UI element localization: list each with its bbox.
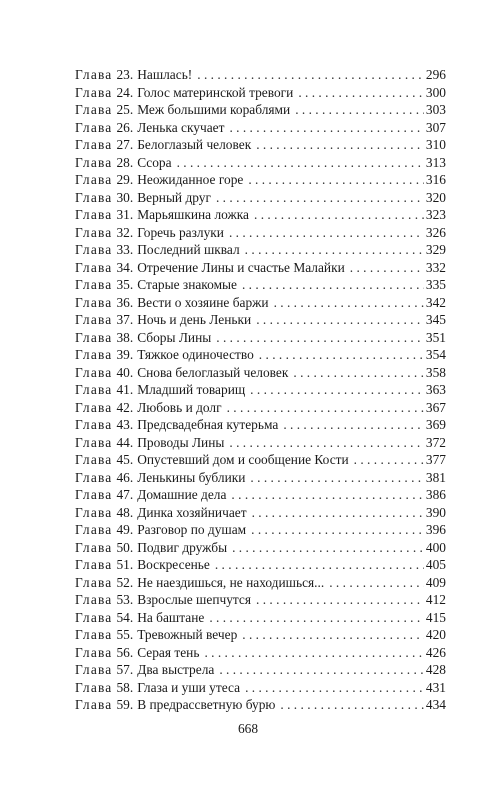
chapter-number: 50. (116, 539, 134, 555)
chapter-label: Глава (75, 67, 113, 82)
page-number: 329 (425, 242, 446, 257)
page-number: 409 (425, 574, 446, 590)
chapter-number: 34. (116, 259, 134, 275)
chapter-number: 30. (116, 189, 134, 205)
dot-leader (329, 574, 424, 592)
chapter-label: Глава (75, 417, 113, 432)
toc-entry (75, 504, 446, 522)
toc-entry (75, 189, 446, 207)
chapter-title: Белоглазый человек (137, 137, 252, 152)
chapter-label: Глава (75, 469, 113, 485)
toc-entry (75, 381, 446, 399)
chapter-title: Предсвадебная кутерьма (137, 417, 279, 432)
chapter-title: Взрослые шепчутся (137, 592, 252, 607)
chapter-title: Домашние дела (137, 487, 227, 502)
chapter-label: Глава (75, 119, 113, 135)
page-number: 300 (425, 84, 446, 100)
chapter-label: Глава (75, 154, 113, 170)
toc-entry (75, 434, 446, 452)
chapter-label: Глава (75, 259, 113, 275)
toc-entry (75, 679, 446, 697)
chapter-label: Глава (75, 102, 113, 117)
chapter-label: Глава (75, 364, 113, 380)
page-number: 367 (425, 399, 446, 415)
toc-entry (75, 241, 446, 259)
chapter-number: 49. (116, 522, 134, 537)
page-number: 296 (425, 67, 446, 82)
toc-entry (75, 259, 446, 277)
chapter-label: Глава (75, 627, 113, 642)
page-number: 412 (425, 592, 446, 607)
toc-entry (75, 224, 446, 242)
page-number: 434 (425, 697, 446, 712)
chapter-title: Вести о хозяине баржи (137, 294, 269, 310)
page-number: 381 (425, 469, 446, 485)
toc-entry (75, 469, 446, 487)
page-number: 335 (425, 277, 446, 292)
page-number: 351 (425, 329, 446, 345)
chapter-label: Глава (75, 382, 113, 397)
chapter-title: Неожиданное горе (137, 172, 244, 187)
chapter-title: Верный друг (137, 189, 211, 205)
toc-entry (75, 626, 446, 644)
chapter-number: 33. (116, 242, 134, 257)
toc-entry (75, 399, 446, 417)
table-of-contents (75, 66, 446, 714)
chapter-label: Глава (75, 312, 113, 327)
chapter-title: Ленькины бублики (137, 469, 246, 485)
page-number: 415 (425, 609, 446, 625)
chapter-number: 26. (116, 119, 134, 135)
page-number: 358 (425, 364, 446, 380)
chapter-number: 58. (116, 679, 134, 695)
chapter-title: Тяжкое одиночество (137, 347, 254, 362)
dot-leader (251, 521, 424, 539)
chapter-number: 31. (116, 207, 134, 222)
chapter-title: Любовь и долг (137, 399, 222, 415)
chapter-number: 27. (116, 137, 134, 152)
dot-leader (283, 416, 424, 434)
page-number: 426 (425, 644, 446, 660)
dot-leader (248, 171, 424, 189)
dot-leader (298, 84, 424, 102)
chapter-label: Глава (75, 697, 113, 712)
toc-entry (75, 696, 446, 714)
toc-entry (75, 119, 446, 137)
chapter-title: Нашлась! (137, 67, 193, 82)
chapter-title: Младший товарищ (137, 382, 246, 397)
dot-leader (256, 311, 424, 329)
chapter-label: Глава (75, 189, 113, 205)
chapter-number: 48. (116, 504, 134, 520)
chapter-title: Старые знакомые (137, 277, 237, 292)
chapter-label: Глава (75, 347, 113, 362)
chapter-number: 54. (116, 609, 134, 625)
page-number: 420 (425, 627, 446, 642)
toc-entry (75, 364, 446, 382)
folio-page-number: 668 (237, 721, 259, 736)
toc-entry (75, 101, 446, 119)
chapter-number: 44. (116, 434, 134, 450)
page-number: 332 (425, 259, 446, 275)
chapter-title: На баштане (137, 609, 205, 625)
page-number: 363 (425, 382, 446, 397)
chapter-title: Подвиг дружбы (137, 539, 228, 555)
chapter-number: 40. (116, 364, 134, 380)
toc-entry (75, 661, 446, 679)
chapter-title: Проводы Лины (137, 434, 225, 450)
dot-leader (274, 294, 424, 312)
page-number: 405 (425, 557, 446, 572)
chapter-number: 38. (116, 329, 134, 345)
chapter-label: Глава (75, 592, 113, 607)
chapter-title: Голос материнской тревоги (137, 84, 294, 100)
chapter-label: Глава (75, 207, 113, 222)
page-number: 345 (425, 312, 446, 327)
toc-entry (75, 294, 446, 312)
dot-leader (231, 486, 423, 504)
dot-leader (256, 136, 424, 154)
chapter-number: 36. (116, 294, 134, 310)
dot-leader (245, 679, 424, 697)
chapter-number: 52. (116, 574, 134, 590)
chapter-number: 55. (116, 627, 134, 642)
chapter-title: Последний шквал (137, 242, 240, 257)
dot-leader (229, 224, 424, 242)
dot-leader (245, 241, 424, 259)
dot-leader (216, 189, 424, 207)
chapter-number: 43. (116, 417, 134, 432)
toc-entry (75, 416, 446, 434)
toc-entry (75, 136, 446, 154)
chapter-title: Сборы Лины (137, 329, 212, 345)
chapter-number: 32. (116, 224, 134, 240)
chapter-number: 53. (116, 592, 134, 607)
chapter-title: Горечь разлуки (137, 224, 224, 240)
chapter-title: Тревожный вечер (137, 627, 238, 642)
chapter-label: Глава (75, 277, 113, 292)
page-number: 372 (425, 434, 446, 450)
chapter-label: Глава (75, 294, 113, 310)
chapter-title: В предрассветную бурю (137, 697, 276, 712)
dot-leader (280, 696, 424, 714)
page-number: 320 (425, 189, 446, 205)
chapter-label: Глава (75, 609, 113, 625)
dot-leader (242, 276, 424, 294)
toc-entry (75, 346, 446, 364)
page-number: 342 (425, 294, 446, 310)
dot-leader (229, 434, 424, 452)
dot-leader (209, 609, 424, 627)
chapter-number: 51. (116, 557, 134, 572)
dot-leader (250, 381, 424, 399)
chapter-label: Глава (75, 434, 113, 450)
page-number: 390 (425, 504, 446, 520)
dot-leader (204, 644, 423, 662)
chapter-label: Глава (75, 487, 113, 502)
chapter-label: Глава (75, 224, 113, 240)
toc-entry (75, 66, 446, 84)
page-number: 323 (425, 207, 446, 222)
chapter-label: Глава (75, 557, 113, 572)
chapter-label: Глава (75, 242, 113, 257)
dot-leader (254, 206, 424, 224)
chapter-title: Два выстрела (137, 662, 215, 677)
chapter-number: 37. (116, 312, 134, 327)
page-number: 428 (425, 662, 446, 677)
toc-entry (75, 311, 446, 329)
page-number: 303 (425, 102, 446, 117)
chapter-label: Глава (75, 172, 113, 187)
toc-entry (75, 486, 446, 504)
chapter-number: 24. (116, 84, 134, 100)
page-number: 396 (425, 522, 446, 537)
page-number: 400 (425, 539, 446, 555)
page-number: 310 (425, 137, 446, 152)
dot-leader (177, 154, 424, 172)
chapter-number: 23. (116, 67, 134, 82)
chapter-title: Ссора (137, 154, 172, 170)
dot-leader (250, 469, 423, 487)
chapter-number: 45. (116, 452, 134, 467)
dot-leader (216, 329, 424, 347)
page-number: 369 (425, 417, 446, 432)
chapter-number: 59. (116, 697, 134, 712)
dot-leader (354, 451, 424, 469)
chapter-label: Глава (75, 522, 113, 537)
chapter-number: 35. (116, 277, 134, 292)
chapter-label: Глава (75, 574, 113, 590)
chapter-number: 56. (116, 644, 134, 660)
chapter-label: Глава (75, 662, 113, 677)
dot-leader (293, 364, 424, 382)
page-number: 354 (425, 347, 446, 362)
dot-leader (219, 661, 424, 679)
chapter-title: Ночь и день Леньки (137, 312, 252, 327)
dot-leader (259, 346, 424, 364)
dot-leader (215, 556, 424, 574)
toc-entry (75, 609, 446, 627)
dot-leader (227, 399, 424, 417)
page-number: 377 (425, 452, 446, 467)
page-number: 326 (425, 224, 446, 240)
chapter-title: Воскресенье (137, 557, 210, 572)
page-number: 313 (425, 154, 446, 170)
toc-entry (75, 644, 446, 662)
chapter-label: Глава (75, 84, 113, 100)
chapter-number: 25. (116, 102, 134, 117)
chapter-label: Глава (75, 452, 113, 467)
chapter-title: Марьяшкина ложка (137, 207, 249, 222)
toc-entry (75, 574, 446, 592)
dot-leader (295, 101, 424, 119)
page-number: 386 (425, 487, 446, 502)
chapter-title: Снова белоглазый человек (137, 364, 289, 380)
dot-leader (232, 539, 424, 557)
dot-leader (252, 504, 424, 522)
chapter-number: 42. (116, 399, 134, 415)
toc-entry (75, 451, 446, 469)
dot-leader (242, 626, 424, 644)
chapter-title: Опустевший дом и сообщение Кости (137, 452, 349, 467)
chapter-label: Глава (75, 679, 113, 695)
chapter-label: Глава (75, 329, 113, 345)
chapter-label: Глава (75, 504, 113, 520)
dot-leader (229, 119, 423, 137)
chapter-number: 47. (116, 487, 134, 502)
page-number: 307 (425, 119, 446, 135)
toc-entry (75, 171, 446, 189)
chapter-number: 46. (116, 469, 134, 485)
chapter-title: Не наездишься, не находишься... (137, 574, 325, 590)
chapter-title: Динка хозяйничает (137, 504, 247, 520)
chapter-title: Серая тень (137, 644, 200, 660)
chapter-title: Ленька скучает (137, 119, 225, 135)
chapter-number: 29. (116, 172, 134, 187)
chapter-label: Глава (75, 539, 113, 555)
toc-entry (75, 539, 446, 557)
chapter-number: 28. (116, 154, 134, 170)
chapter-title: Меж большими кораблями (137, 102, 291, 117)
chapter-number: 57. (116, 662, 134, 677)
chapter-label: Глава (75, 137, 113, 152)
chapter-title: Разговор по душам (137, 522, 247, 537)
toc-entry (75, 329, 446, 347)
dot-leader (256, 591, 424, 609)
toc-entry (75, 206, 446, 224)
page-number: 431 (425, 679, 446, 695)
toc-entry (75, 276, 446, 294)
dot-leader (197, 66, 424, 84)
chapter-number: 41. (116, 382, 134, 397)
toc-entry (75, 591, 446, 609)
chapter-title: Глаза и уши утеса (137, 679, 241, 695)
chapter-label: Глава (75, 644, 113, 660)
toc-entry (75, 521, 446, 539)
toc-entry (75, 556, 446, 574)
chapter-number: 39. (116, 347, 134, 362)
toc-entry (75, 154, 446, 172)
dot-leader (350, 259, 424, 277)
chapter-title: Отречение Лины и счастье Малайки (137, 259, 345, 275)
toc-entry (75, 84, 446, 102)
page-number: 316 (425, 172, 446, 187)
chapter-label: Глава (75, 399, 113, 415)
